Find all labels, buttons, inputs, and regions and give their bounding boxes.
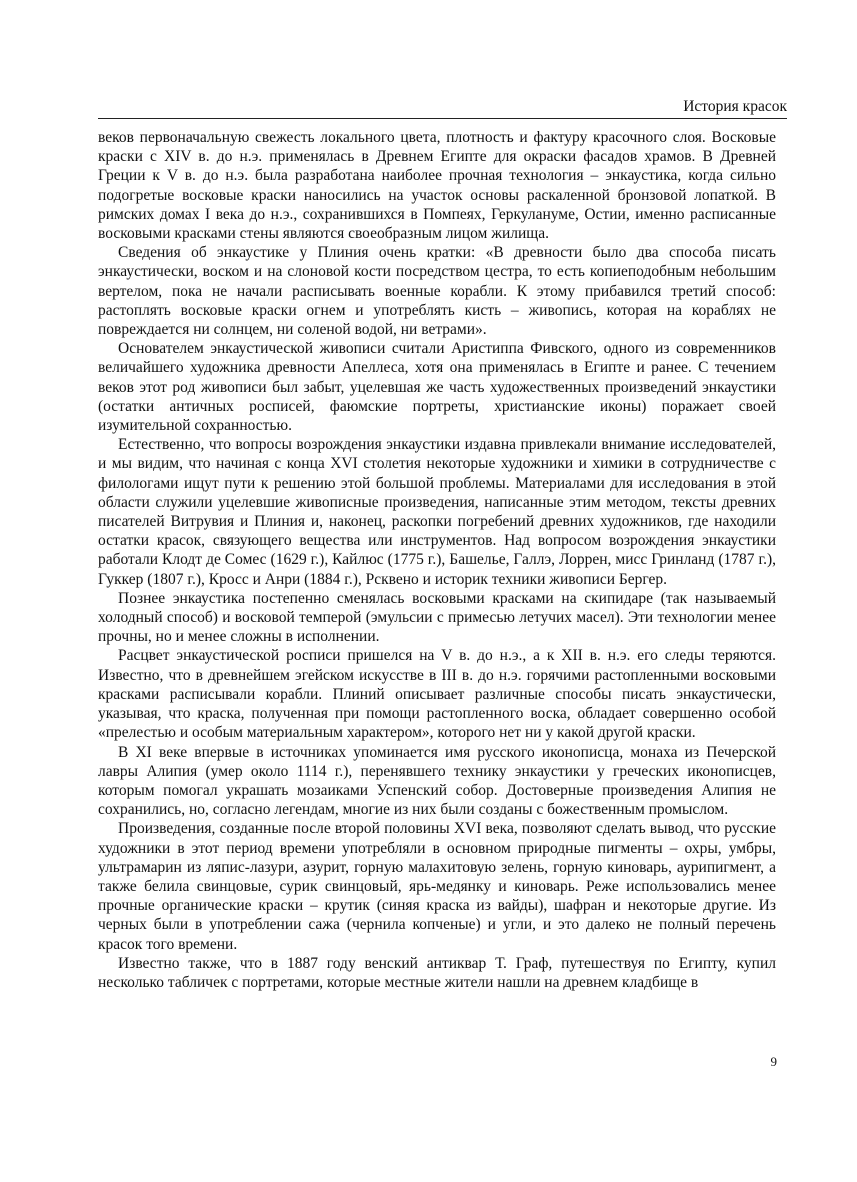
page-body — [98, 128, 776, 992]
running-header — [98, 98, 787, 119]
paragraph-2: Сведения об энкаустике у Плиния очень кратки: «В древности было два способа писать энкаустически, воском и на слоновой кости посредством цестра, то есть копиеподобным небольшим вертелом, пока не начали расписывать военные корабли. К этому прибавился третий способ: растоплять восковые краски огнем и употреблять кисть – живопись, которая на кораблях не повреждается ни солнцем, ни соленой водой, ни ветрами». — [98, 244, 776, 339]
page-number: 9 — [770, 1054, 777, 1069]
paragraph-7: В XI веке впервые в источниках упоминается имя русского иконописца, монаха из Печерской лавры Алипия (умер около 1114 г.), перенявшего технику энкаустики у греческих иконописцев, которым помогал украшать мозаиками Успенский собор. Достоверные произведения Алипия не сохранились, но, согласно легендам, многие из них были созданы с божественным промыслом. — [98, 743, 776, 819]
paragraph-1: веков первоначальную свежесть локального цвета, плотность и фактуру красочного слоя. Восковые краски с XIV в. до н.э. применялась в Древнем Египте для окраски фасадов храмов. В Древней Греции к V в. до н.э. была разработана наиболее прочная технология – энкаустика, когда сильно подогретые восковые краски наносились на участок основы раскаленной бронзовой лопаткой. В римских домах I века до н.э., сохранившихся в Помпеях, Геркулануме, Остии, именно расписанные восковыми красками стены являются своеобразным лицом жилища. — [98, 129, 776, 243]
paragraph-9: Известно также, что в 1887 году венский антиквар Т. Граф, путешествуя по Египту, купил несколько табличек с портретами, которые местные жители нашли на древнем кладбище в — [98, 954, 776, 991]
header-title: История красок — [683, 98, 787, 115]
paragraph-6: Расцвет энкаустической росписи пришелся на V в. до н.э., а к XII в. н.э. его следы теряются. Известно, что в древнейшем эгейском искусстве в III в. до н.э. горячими растопленными восковыми красками расписывали корабли. Плиний описывает различные способы писать энкаустически, указывая, что краска, полученная при помощи растопленного воска, обладает совершенно особой «прелестью и особым материальным характером», которого нет ни у какой другой краски. — [98, 647, 776, 742]
paragraph-8: Произведения, созданные после второй половины XVI века, позволяют сделать вывод, что русские художники в этот период времени употребляли в основном природные пигменты – охры, умбры, ультрамарин из ляпис-лазури, азурит, горную малахитовую зелень, горную киноварь, аурипигмент, а также белила свинцовые, сурик свинцовый, ярь-медянку и киноварь. Реже использовались менее прочные органические краски – крутик (синяя краска из вайды), шафран и некоторые другие. Из черных были в употреблении сажа (чернила копченые) и угли, и это далеко не полный перечень красок того времени. — [98, 820, 776, 953]
paragraph-5: Познее энкаустика постепенно сменялась восковыми красками на скипидаре (так называемый холодный способ) и восковой темперой (эмульсии с примесью летучих масел). Эти технологии менее прочны, но и менее сложны в исполнении. — [98, 589, 776, 646]
paragraph-4: Естественно, что вопросы возрождения энкаустики издавна привлекали внимание исследователей, и мы видим, что начиная с конца XVI столетия некоторые художники и химики в сотрудничестве с филологами ищут пути к решению этой большой проблемы. Материалами для исследования в этой области служили уцелевшие живописные произведения, написанные этим методом, тексты древних писателей Витрувия и Плиния и, наконец, раскопки погребений древних художников, где находили остатки красок, связующего вещества или инструментов. Над вопросом возрождения энкаустики работали Клодт де Сомес (1629 г.), Кайлюс (1775 г.), Башелье, Галлэ, Лоррен, мисс Гринланд (1787 г.), Гуккер (1807 г.), Кросс и Анри (1884 г.), Рсквено и историк техники живописи Бергер. — [98, 436, 776, 588]
paragraph-3: Основателем энкаустической живописи считали Аристиппа Фивского, одного из современников величайшего художника древности Апеллеса, хотя она применялась в Египте и ранее. С течением веков этот род живописи был забыт, уцелевшая же часть художественных произведений энкаустики (остатки античных росписей, фаюмские портреты, христианские иконы) поражает своей изумительной сохранностью. — [98, 340, 776, 435]
